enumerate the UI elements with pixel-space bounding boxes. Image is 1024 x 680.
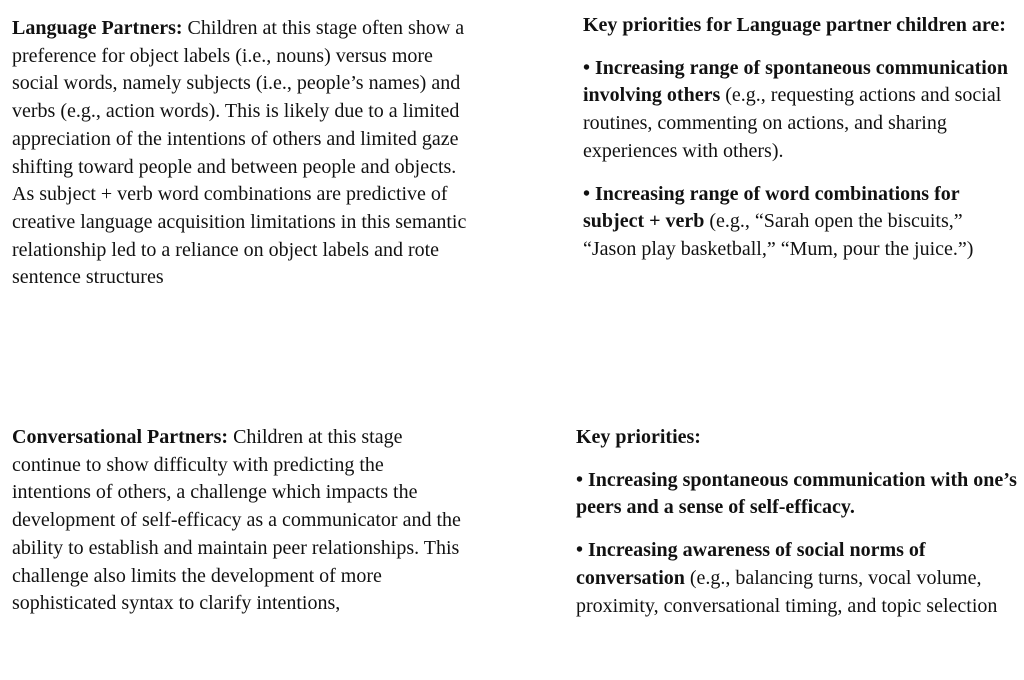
language-partners-term: Language Partners: (12, 17, 183, 39)
priority-bold-text: • Increasing awareness of social norms of conversation (576, 539, 926, 589)
language-partners-priorities-heading: Key priorities for Language partner children are: (583, 14, 1006, 36)
conversational-partners-description (12, 424, 462, 618)
priority-bold-text: • Increasing spontaneous communication with one’s peers and a sense of self-efficacy. (576, 468, 1017, 519)
priority-item (576, 467, 1021, 522)
priority-detail-text: (e.g., balancing turns, vocal volume, proximity, conversational timing, and topic selection (576, 566, 998, 617)
conversational-partners-priorities (576, 424, 1021, 620)
conversational-partners-term: Conversational Partners: (12, 426, 229, 448)
priority-bold-text: • Increasing range of word combinations for subject + verb (583, 182, 960, 233)
priority-item (576, 537, 1021, 620)
priority-item (583, 55, 1013, 166)
priority-detail-text: (e.g., requesting actions and social routines, commenting on actions, and sharing experiences with others). (583, 84, 1002, 162)
language-partners-paragraph (12, 15, 472, 292)
language-partners-text: Children at this stage often show a preference for object labels (i.e., nouns) versus more social words, namely subjects (i.e., people’s names) and verbs (e.g., action words). This is likely due to a limited appreciation of the intentions of others and limited gaze shifting toward people and between people and objects. As subject + verb word combinations are predictive of creative language acquisition limitations in this semantic relationship led to a reliance on object labels and rote sentence structures (12, 17, 467, 289)
language-partners-priorities (583, 12, 1013, 264)
conversational-partners-text: Children at this stage continue to show difficulty with predicting the intentions of others, a challenge which impacts the development of self-efficacy as a communicator and the ability to establish and maintain peer relationships. This challenge also limits the development of more sophisticated syntax to clarify intentions, (12, 426, 461, 615)
priority-detail-text: (e.g., “Sarah open the biscuits,” “Jason play basketball,” “Mum, pour the juice.”) (583, 210, 974, 260)
language-partners-description (12, 15, 472, 292)
priority-item (583, 181, 1013, 264)
conversational-partners-priorities-heading: Key priorities: (576, 426, 701, 448)
priority-bold-text: • Increasing range of spontaneous communication involving others (583, 56, 1008, 107)
conversational-partners-paragraph (12, 424, 462, 618)
